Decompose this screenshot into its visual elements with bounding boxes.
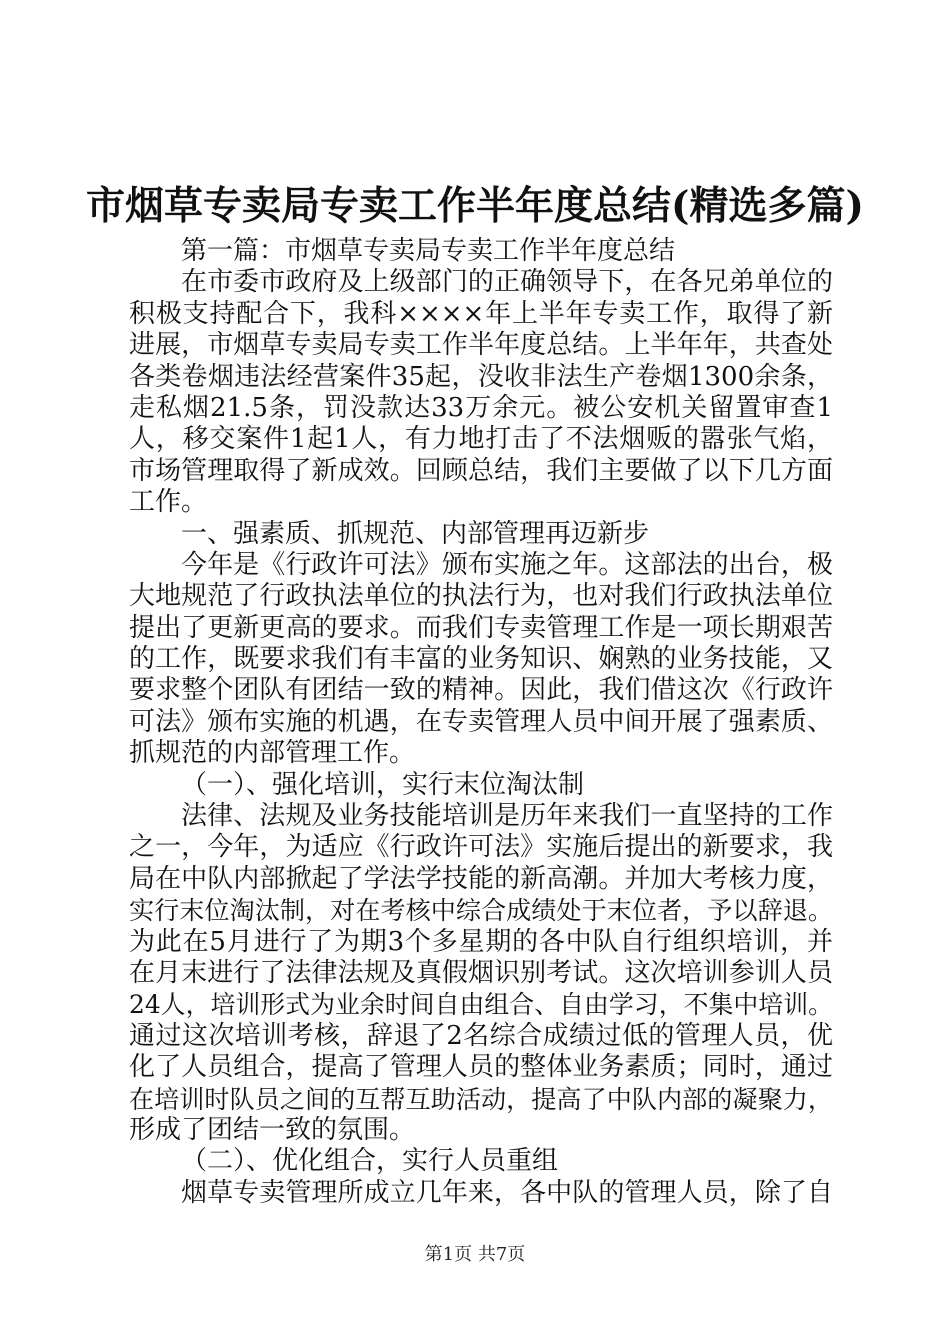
subsection-heading: （二）、优化组合，实行人员重组 bbox=[181, 1146, 559, 1177]
page-footer: 第1页 共7页 bbox=[424, 1244, 526, 1265]
paragraph-line: 积极支持配合下，我科××××年上半年专卖工作，取得了新 bbox=[129, 298, 833, 329]
paragraph-line: 市场管理取得了新成效。回顾总结，我们主要做了以下几方面 bbox=[129, 455, 833, 486]
paragraph-line: 大地规范了行政执法单位的执法行为，也对我们行政执法单位 bbox=[129, 581, 833, 612]
paragraph-line: 人，移交案件1起1人，有力地打击了不法烟贩的嚣张气焰， bbox=[129, 424, 833, 455]
paragraph-line: 进展，市烟草专卖局专卖工作半年度总结。上半年年，共查处 bbox=[129, 330, 833, 361]
paragraph-line: 各类卷烟违法经营案件35起，没收非法生产卷烟1300余条， bbox=[129, 361, 833, 392]
paragraph-line: 在培训时队员之间的互帮互助活动，提高了中队内部的凝聚力， bbox=[129, 1084, 833, 1114]
paragraph-line: 烟草专卖管理所成立几年来，各中队的管理人员，除了自 bbox=[181, 1177, 833, 1208]
paragraph-line: 实行末位淘汰制，对在考核中综合成绩处于末位者，予以辞退。 bbox=[129, 896, 833, 926]
paragraph-line: 今年是《行政许可法》颁布实施之年。这部法的出台，极 bbox=[181, 549, 833, 580]
paragraph-line: 化了人员组合，提高了管理人员的整体业务素质；同时，通过 bbox=[129, 1052, 833, 1083]
paragraph-line: 在月末进行了法律法规及真假烟识别考试。这次培训参训人员 bbox=[129, 957, 833, 988]
paragraph-line: 法律、法规及业务技能培训是历年来我们一直坚持的工作 bbox=[181, 801, 833, 832]
paragraph-line: 提出了更新更高的要求。而我们专卖管理工作是一项长期艰苦 bbox=[129, 612, 833, 643]
paragraph-line: 通过这次培训考核，辞退了2名综合成绩过低的管理人员，优 bbox=[129, 1020, 833, 1051]
section-heading: 第一篇：市烟草专卖局专卖工作半年度总结 bbox=[181, 236, 676, 266]
paragraph-line: 之一，今年，为适应《行政许可法》实施后提出的新要求，我 bbox=[129, 832, 833, 863]
paragraph-line: 走私烟21.5条，罚没款达33万余元。被公安机关留置审查1 bbox=[129, 392, 833, 423]
subsection-heading: （一）、强化培训，实行末位淘汰制 bbox=[181, 769, 585, 800]
paragraph-line: 为此在5月进行了为期3个多星期的各中队自行组织培训，并 bbox=[129, 926, 833, 957]
paragraph-line: 工作。 bbox=[129, 487, 208, 518]
paragraph-line: 24人，培训形式为业余时间自由组合、自由学习，不集中培训。 bbox=[129, 990, 833, 1020]
paragraph-line: 抓规范的内部管理工作。 bbox=[129, 738, 416, 769]
document-title: 市烟草专卖局专卖工作半年度总结(精选多篇) bbox=[86, 183, 864, 229]
document-body bbox=[129, 236, 833, 1209]
paragraph-line: 的工作，既要求我们有丰富的业务知识、娴熟的业务技能，又 bbox=[129, 644, 833, 675]
paragraph-line: 在市委市政府及上级部门的正确领导下，在各兄弟单位的 bbox=[181, 267, 833, 298]
paragraph-line: 要求整个团队有团结一致的精神。因此，我们借这次《行政许 bbox=[129, 675, 833, 706]
section-heading: 一、强素质、抓规范、内部管理再迈新步 bbox=[181, 518, 650, 549]
paragraph-line: 可法》颁布实施的机遇，在专卖管理人员中间开展了强素质、 bbox=[129, 706, 833, 737]
paragraph-line: 形成了团结一致的氛围。 bbox=[129, 1114, 416, 1145]
paragraph-line: 局在中队内部掀起了学法学技能的新高潮。并加大考核力度， bbox=[129, 863, 833, 894]
